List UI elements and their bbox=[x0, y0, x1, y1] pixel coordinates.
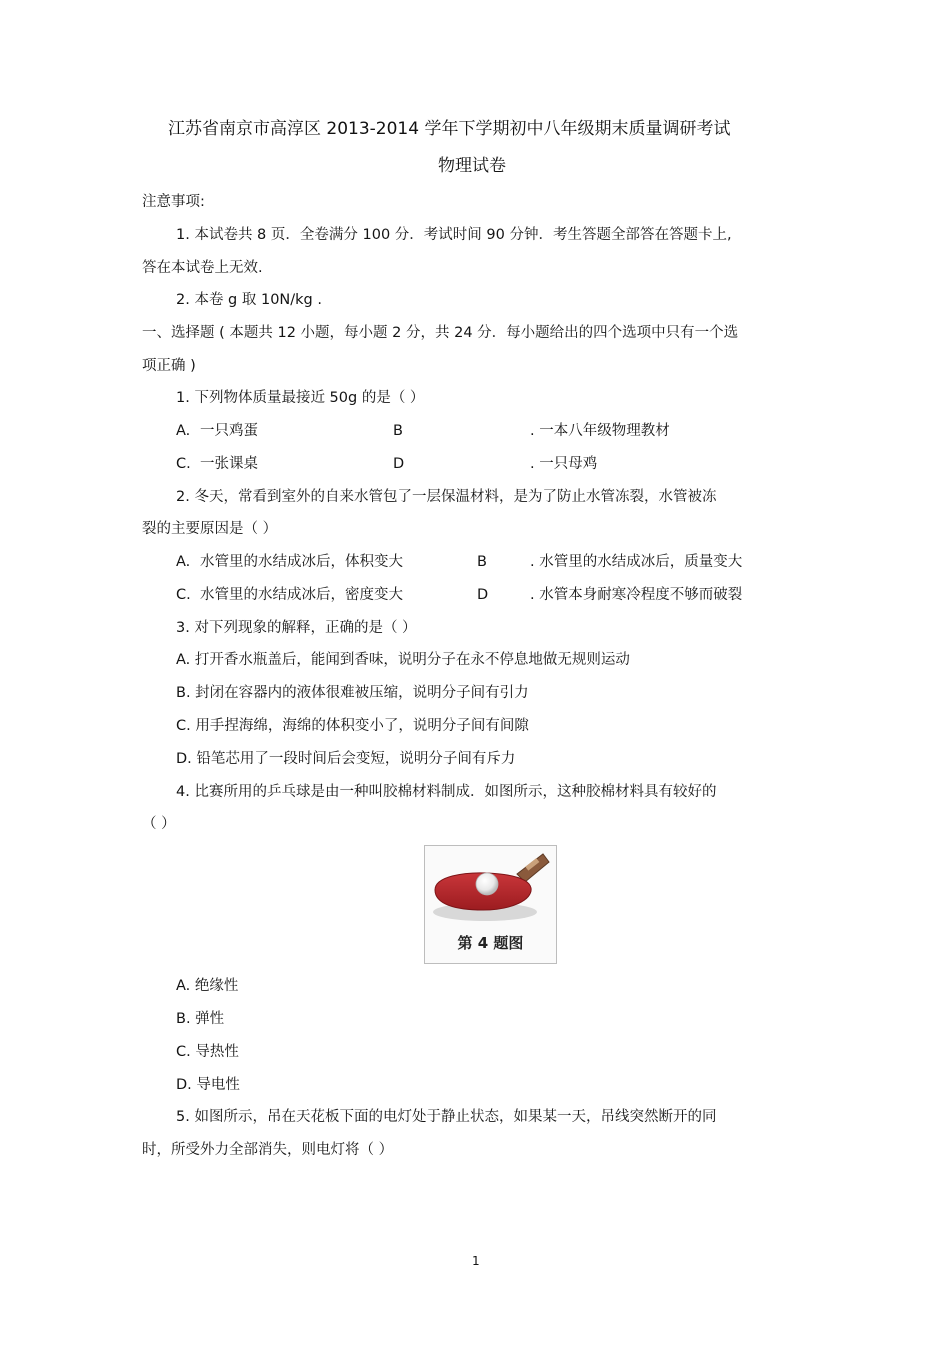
notice-heading: 注意事项: bbox=[142, 194, 205, 210]
page-number: 1 bbox=[472, 1254, 480, 1268]
q1-option-b-text: . 一本八年级物理教材 bbox=[530, 423, 670, 439]
q2-option-b-text: . 水管里的水结成冰后，质量变大 bbox=[530, 554, 743, 570]
q5-stem-line1: 5. 如图所示，吊在天花板下面的电灯处于静止状态，如果某一天，吊线突然断开的同 bbox=[176, 1109, 717, 1125]
q1-stem: 1. 下列物体质量最接近 50g 的是（ ） bbox=[176, 390, 425, 406]
q5-stem-line2: 时，所受外力全部消失，则电灯将（ ） bbox=[142, 1142, 394, 1158]
q1-option-d-label: D bbox=[393, 456, 405, 472]
q4-figure bbox=[424, 845, 557, 964]
q3-option-d: D. 铅笔芯用了一段时间后会变短，说明分子间有斥力 bbox=[176, 751, 516, 767]
q2-option-d-label: D bbox=[477, 587, 489, 603]
q1-option-c-label: C. bbox=[176, 456, 191, 472]
notice-item1-line1: 1. 本试卷共 8 页．全卷满分 100 分．考试时间 90 分钟．考生答题全部答在答题卡上, bbox=[176, 227, 732, 243]
q2-option-c-text: 水管里的水结成冰后，密度变大 bbox=[200, 587, 403, 603]
q1-option-d-text: . 一只母鸡 bbox=[530, 456, 598, 472]
q3-option-a: A. 打开香水瓶盖后，能闻到香味，说明分子在永不停息地做无规则运动 bbox=[176, 652, 630, 668]
q2-option-b-label: B bbox=[477, 554, 487, 570]
exam-title-line1: 江苏省南京市高淳区 2013-2014 学年下学期初中八年级期末质量调研考试 bbox=[168, 119, 731, 139]
q4-option-a: A. 绝缘性 bbox=[176, 978, 239, 994]
q1-option-a-label: A. bbox=[176, 423, 191, 439]
ping-pong-ball bbox=[476, 873, 498, 895]
notice-item1-line2: 答在本试卷上无效. bbox=[142, 260, 263, 276]
exam-title-line2: 物理试卷 bbox=[438, 156, 506, 176]
q3-option-b: B. 封闭在容器内的液体很难被压缩，说明分子间有引力 bbox=[176, 685, 529, 701]
q1-option-b-label: B bbox=[393, 423, 403, 439]
q4-stem-line1: 4. 比赛所用的乒乓球是由一种叫胶棉材料制成．如图所示，这种胶棉材料具有较好的 bbox=[176, 784, 717, 800]
notice-item2: 2. 本卷 g 取 10N/kg . bbox=[176, 292, 322, 308]
q4-option-b: B. 弹性 bbox=[176, 1011, 225, 1027]
paddle-handle bbox=[517, 854, 549, 882]
section1-heading-line1: 一、选择题 ( 本题共 12 小题，每小题 2 分，共 24 分．每小题给出的四个选项中只有一个选 bbox=[142, 325, 739, 341]
q2-option-d-text: . 水管本身耐寒冷程度不够而破裂 bbox=[530, 587, 743, 603]
q3-option-c: C. 用手捏海绵，海绵的体积变小了，说明分子间有间隙 bbox=[176, 718, 529, 734]
q4-figure-caption: 第 4 题图 bbox=[457, 934, 524, 952]
q1-option-c-text: 一张课桌 bbox=[200, 456, 258, 472]
q4-option-d: D. 导电性 bbox=[176, 1077, 240, 1093]
q2-option-c-label: C. bbox=[176, 587, 191, 603]
q1-option-a-text: 一只鸡蛋 bbox=[200, 423, 258, 439]
q2-stem-line2: 裂的主要原因是（ ） bbox=[142, 521, 278, 537]
q2-option-a-text: 水管里的水结成冰后，体积变大 bbox=[200, 554, 403, 570]
q4-option-c: C. 导热性 bbox=[176, 1044, 239, 1060]
section1-heading-line2: 项正确 ) bbox=[142, 358, 196, 374]
q2-stem-line1: 2. 冬天，常看到室外的自来水管包了一层保温材料，是为了防止水管冻裂，水管被冻 bbox=[176, 489, 717, 505]
q3-stem: 3. 对下列现象的解释，正确的是（ ） bbox=[176, 620, 417, 636]
q2-option-a-label: A. bbox=[176, 554, 191, 570]
q4-stem-line2: （ ） bbox=[142, 816, 176, 832]
table-tennis-paddle-illustration bbox=[425, 846, 556, 932]
